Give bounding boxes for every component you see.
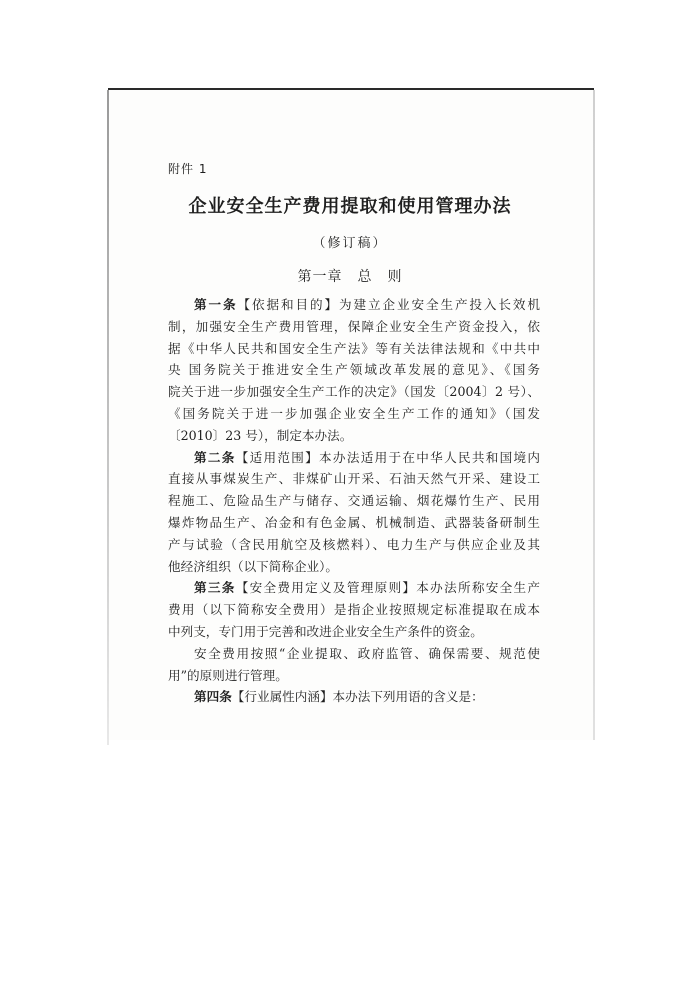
article-1-line-5: 院关于进一步加强安全生产工作的决定》（国发〔2004〕2 号）、 [168, 384, 540, 400]
page-left-edge [107, 90, 109, 745]
article-3-keyword: 第三条 [194, 580, 236, 596]
article-2-line-4: 爆炸物品生产、冶金和有色金属、机械制造、武器装备研制生 [168, 514, 540, 530]
article-2-line-5: 产与试验（含民用航空及核燃料）、电力生产与供应企业及其 [168, 536, 540, 552]
document-body [168, 294, 540, 708]
article-3-line-1: 第三条【安全费用定义及管理原则】本办法所称安全生产 [194, 580, 541, 596]
page-right-edge [593, 90, 595, 740]
paragraph-line-2: 用”的原则进行管理。 [168, 667, 288, 683]
article-1-line-1: 第一条【依据和目的】为建立企业安全生产投入长效机 [194, 297, 541, 312]
page-top-edge [108, 88, 594, 90]
article-2-line-2: 直接从事煤炭生产、非煤矿山开采、石油天然气开采、建设工 [168, 471, 540, 487]
paragraph-line-1: 安全费用按照“企业提取、政府监管、确保需要、规范使 [194, 645, 540, 661]
article-2-line-6: 他经济组织（以下简称企业）。 [168, 558, 339, 574]
article-1-line-4: 央 国务院关于推进安全生产领域改革发展的意见》、《国务 [168, 362, 540, 378]
article-3-line-2: 费用（以下简称安全费用）是指企业按照规定标准提取在成本 [168, 602, 540, 618]
document-title: 企业安全生产费用提取和使用管理办法 [188, 196, 512, 217]
article-2-line-3: 程施工、危险品生产与储存、交通运输、烟花爆竹生产、民用 [168, 493, 540, 509]
attachment-label: 附件 1 [168, 162, 208, 176]
article-1-line-2: 制，加强安全生产费用管理，保障企业安全生产资金投入，依 [168, 318, 540, 334]
article-1-line-6: 《国务院关于进一步加强企业安全生产工作的通知》（国发 [168, 405, 540, 421]
article-2-line-1: 第二条【适用范围】本办法适用于在中华人民共和国境内 [194, 449, 541, 465]
article-1-line-3: 据《中华人民共和国安全生产法》等有关法律法规和《中共中 [168, 340, 540, 356]
article-2-keyword: 第二条 [194, 449, 236, 465]
article-1-keyword: 第一条 [194, 297, 238, 312]
article-3-line-3: 中列支，专门用于完善和改进企业安全生产条件的资金。 [168, 623, 483, 639]
document-subtitle: （修订稿） [312, 236, 388, 251]
article-1-line-7: 〔2010〕23 号），制定本办法。 [168, 427, 353, 443]
article-4-keyword: 第四条 [194, 689, 232, 705]
article-4-line-1: 第四条【行业属性内涵】本办法下列用语的含义是： [194, 689, 484, 705]
chapter-heading: 第一章 总 则 [297, 269, 403, 285]
